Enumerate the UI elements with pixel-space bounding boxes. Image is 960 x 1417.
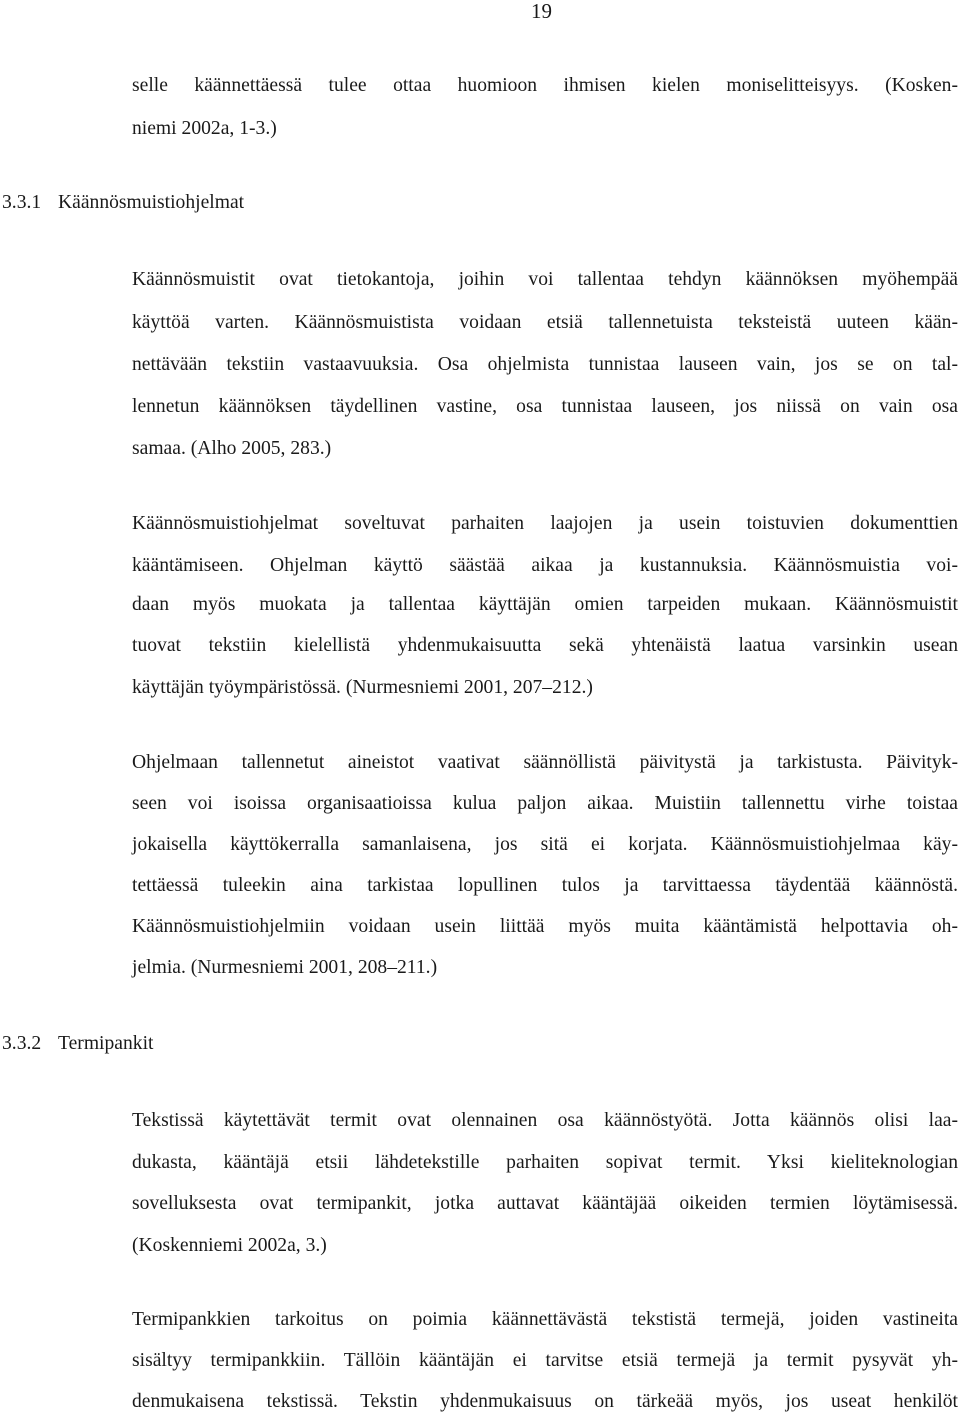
text-line: nettävään tekstiin vastaavuuksia. Osa ohjelmista tunnistaa lauseen vain, jos se on tal-	[132, 354, 958, 375]
text-line: Käännösmuistiohjelmat soveltuvat parhaiten laajojen ja usein toistuvien dokumenttien	[132, 513, 958, 534]
text-line: daan myös muokata ja tallentaa käyttäjän omien tarpeiden mukaan. Käännösmuistit	[132, 594, 958, 615]
text-line: kääntämiseen. Ohjelman käyttö säästää aikaa ja kustannuksia. Käännösmuistia voi-	[132, 555, 958, 576]
text-line: tuovat tekstiin kielellistä yhdenmukaisuutta sekä yhtenäistä laatua varsinkin usean	[132, 635, 958, 656]
text-line: sovelluksesta ovat termipankit, jotka auttavat kääntäjää oikeiden termien löytämisessä.	[132, 1193, 958, 1214]
text-line: käyttäjän työympäristössä. (Nurmesniemi 2001, 207–212.)	[132, 677, 593, 698]
text-line: Ohjelmaan tallennetut aineistot vaativat säännöllistä päivitystä ja tarkistusta. Päivityk-	[132, 752, 958, 773]
section-heading-3-3-2	[2, 1031, 153, 1057]
text-line: dukasta, kääntäjä etsii lähdetekstille parhaiten sopivat termit. Yksi kieliteknologian	[132, 1152, 958, 1173]
section-heading-3-3-1	[2, 190, 244, 216]
text-line: denmukaisena tekstissä. Tekstin yhdenmukaisuus on tärkeää myös, jos useat henkilöt	[132, 1391, 958, 1412]
text-line: niemi 2002a, 1-3.)	[132, 118, 277, 139]
section-number: 3.3.1	[2, 192, 42, 213]
text-line: Termipankkien tarkoitus on poimia käännettävästä tekstistä termejä, joiden vastineita	[132, 1309, 958, 1330]
text-line: sisältyy termipankkiin. Tällöin kääntäjän ei tarvitse etsiä termejä ja termit pysyvät yh-	[132, 1350, 958, 1371]
section-title: Käännösmuistiohjelmat	[58, 192, 245, 213]
text-line: käyttöä varten. Käännösmuistista voidaan etsiä tallennetuista teksteistä uuteen kään-	[132, 312, 958, 333]
section-title: Termipankit	[58, 1033, 154, 1054]
text-line: jokaisella käyttökerralla samanlaisena, jos sitä ei korjata. Käännösmuistiohjelmaa käy-	[132, 834, 958, 855]
text-line: lennetun käännöksen täydellinen vastine, osa tunnistaa lauseen, jos niissä on vain osa	[132, 396, 958, 417]
text-line: Käännösmuistit ovat tietokantoja, joihin voi tallentaa tehdyn käännöksen myöhempää	[132, 269, 958, 290]
text-line: selle käännettäessä tulee ottaa huomioon ihmisen kielen moniselitteisyys. (Kosken-	[132, 75, 958, 96]
page-number: 19	[531, 0, 552, 23]
text-line: seen voi isoissa organisaatioissa kulua paljon aikaa. Muistiin tallennettu virhe toistaa	[132, 793, 958, 814]
text-line: Käännösmuistiohjelmiin voidaan usein liittää myös muita kääntämistä helpottavia oh-	[132, 916, 958, 937]
text-line: jelmia. (Nurmesniemi 2001, 208–211.)	[132, 957, 438, 978]
section-number: 3.3.2	[2, 1033, 42, 1054]
text-line: (Koskenniemi 2002a, 3.)	[132, 1235, 327, 1256]
text-line: tettäessä tuleekin aina tarkistaa lopullinen tulos ja tarvittaessa täydentää käännöstä.	[132, 875, 958, 896]
text-line: samaa. (Alho 2005, 283.)	[132, 438, 332, 459]
text-line: Tekstissä käytettävät termit ovat olennainen osa käännöstyötä. Jotta käännös olisi laa-	[132, 1110, 958, 1131]
